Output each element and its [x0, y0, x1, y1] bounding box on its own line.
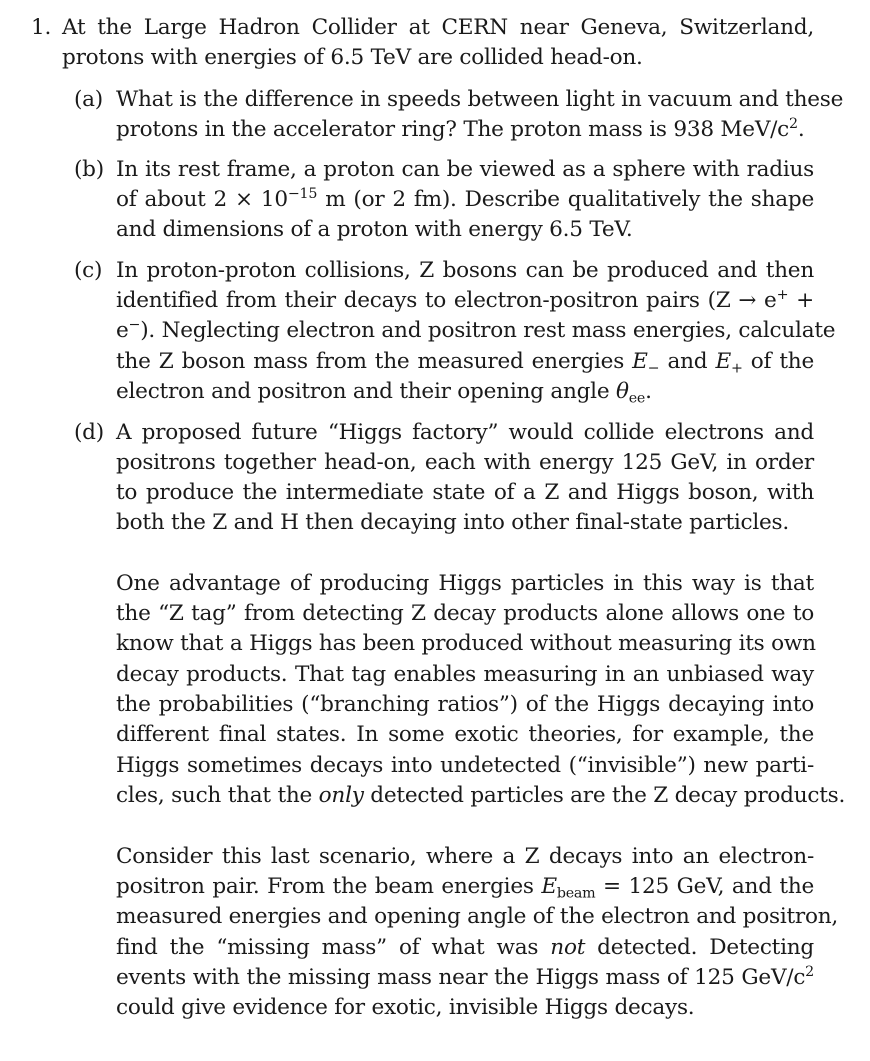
part-a-line: What is the difference in speeds between light in vacuum and these — [116, 87, 844, 112]
problem-intro-line: At the Large Hadron Collider at CERN near Geneva, Switzerland, — [62, 15, 814, 40]
part-b-line: In its rest frame, a proton can be viewed as a sphere with radius — [116, 157, 814, 182]
part-d-line: the probabilities (“branching ratios”) of the Higgs decaying into — [116, 692, 814, 717]
part-d-line: find the “missing mass” of what was not detected. Detecting — [116, 935, 814, 960]
part-d-line: measured energies and opening angle of the electron and positron, — [116, 904, 838, 929]
part-d-line: positron pair. From the beam energies $E_{beam} = 125$ GeV, and the — [116, 874, 815, 902]
part-d-line: different final states. In some exotic theories, for example, the — [116, 722, 814, 747]
part-d-line: both the Z and H then decaying into other final-state particles. — [116, 510, 790, 535]
part-c-line: In proton-proton collisions, Z bosons can be produced and then — [116, 258, 814, 283]
part-a-line: protons in the accelerator ring? The proton mass is 938 MeV/$c^2$. — [116, 116, 805, 142]
part-b-label: (b) — [74, 157, 104, 182]
part-d-line: events with the missing mass near the Higgs mass of 125 GeV/$c^2$ — [116, 964, 814, 990]
part-d-line: decay products. That tag enables measuring in an unbiased way — [116, 662, 814, 687]
part-d-label: (d) — [74, 420, 104, 445]
part-d-line: cles, such that the only detected particles are the Z decay products. — [116, 783, 846, 808]
part-a-label: (a) — [74, 87, 103, 112]
part-d-line: A proposed future “Higgs factory” would collide electrons and — [116, 420, 814, 445]
problem-number: 1. — [31, 15, 52, 40]
part-c-line: electron and positron and their opening angle $\theta_{ee}$. — [116, 379, 652, 407]
part-d-line: could give evidence for exotic, invisible Higgs decays. — [116, 995, 695, 1020]
part-b-line: and dimensions of a proton with energy 6.5 TeV. — [116, 217, 633, 242]
part-d-line: positrons together head-on, each with energy 125 GeV, in order — [116, 450, 814, 475]
part-c-line: the Z boson mass from the measured energies $E_-$ and $E_+$ of the — [116, 349, 814, 377]
part-d-line: Consider this last scenario, where a Z decays into an electron- — [116, 844, 814, 869]
problem-intro-line: protons with energies of 6.5 TeV are collided head-on. — [62, 45, 643, 70]
part-d-line: know that a Higgs has been produced without measuring its own — [116, 631, 816, 656]
part-c-line: identified from their decays to electron-positron pairs (Z → e+ + — [116, 287, 814, 313]
part-d-line: the “Z tag” from detecting Z decay products alone allows one to — [116, 601, 814, 626]
part-d-line: Higgs sometimes decays into undetected (“invisible”) new parti- — [116, 753, 814, 778]
part-c-label: (c) — [74, 258, 103, 283]
part-c-line: e−). Neglecting electron and positron rest mass energies, calculate — [116, 317, 836, 343]
part-d-line: to produce the intermediate state of a Z and Higgs boson, with — [116, 480, 814, 505]
part-b-line: of about $2 \times 10^{-15}$ m (or 2 fm). Describe qualitatively the shape — [116, 186, 814, 212]
part-d-line: One advantage of producing Higgs particles in this way is that — [116, 571, 814, 596]
